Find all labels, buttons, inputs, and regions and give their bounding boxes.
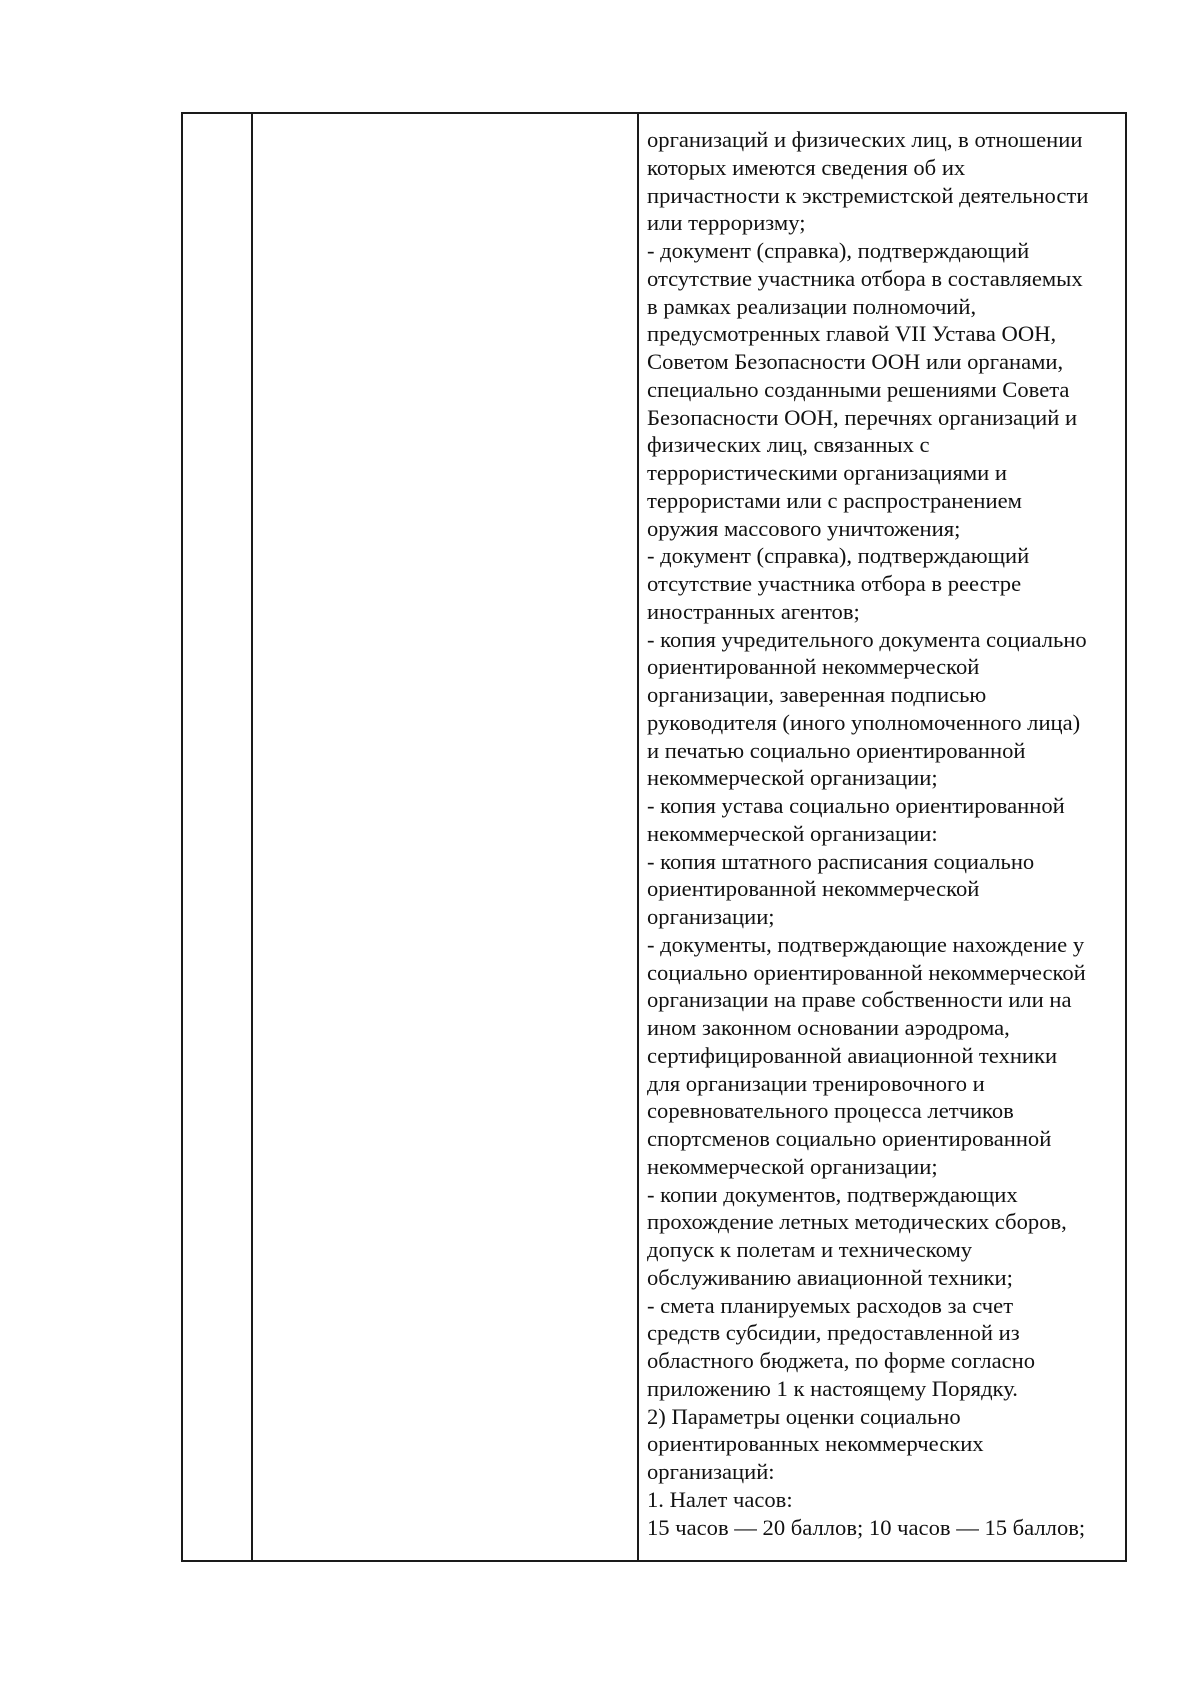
document-table	[181, 112, 1127, 1562]
description-line: и печатью социально ориентированной	[647, 737, 1026, 763]
description-line: сертифицированной авиационной техники	[647, 1042, 1058, 1068]
description-line: прохождение летных методических сборов,	[647, 1209, 1067, 1235]
description-line: социально ориентированной некоммерческой	[647, 959, 1086, 985]
description-line: некоммерческой организации;	[647, 765, 938, 791]
description-line: специально созданными решениями Совета	[647, 376, 1070, 402]
description-line: - документ (справка), подтверждающий	[647, 238, 1030, 263]
description-line: - смета планируемых расходов за счет	[647, 1292, 1014, 1318]
description-line: ориентированных некоммерческих	[647, 1431, 984, 1457]
description-line: организаций и физических лиц, в отношении	[647, 127, 1083, 152]
description-line: Советом Безопасности ООН или органами,	[647, 349, 1064, 374]
description-line: иностранных агентов;	[647, 598, 860, 624]
description-line: 15 часов — 20 баллов; 10 часов — 15 баллов;	[647, 1514, 1086, 1540]
description-line: 2) Параметры оценки социально	[647, 1403, 961, 1429]
description-line: организации;	[647, 904, 775, 929]
description-line: областного бюджета, по форме согласно	[647, 1348, 1036, 1373]
description-text	[639, 114, 1125, 1541]
description-line: обслуживанию авиационной техники;	[647, 1264, 1013, 1290]
description-line: - копия устава социально ориентированной	[647, 793, 1065, 818]
number-cell	[182, 113, 252, 1561]
description-line: физических лиц, связанных с	[647, 432, 930, 458]
description-line: средств субсидии, предоставленной из	[647, 1320, 1020, 1346]
description-line: ориентированной некоммерческой	[647, 654, 980, 680]
description-line: оружия массового уничтожения;	[647, 515, 961, 541]
description-line: - копии документов, подтверждающих	[647, 1181, 1018, 1207]
description-line: - документы, подтверждающие нахождение у	[647, 931, 1085, 957]
description-line: допуск к полетам и техническому	[647, 1237, 973, 1262]
description-line: Безопасности ООН, перечнях организаций и	[647, 404, 1078, 430]
description-line: для организации тренировочного и	[647, 1070, 985, 1096]
description-line: в рамках реализации полномочий,	[647, 293, 977, 319]
description-cell	[638, 113, 1126, 1561]
description-line: ином законном основании аэродрома,	[647, 1015, 1010, 1040]
description-line: организации на праве собственности или на	[647, 987, 1072, 1013]
description-line: причастности к экстремистской деятельности	[647, 182, 1089, 208]
description-line: отсутствие участника отбора в составляемых	[647, 265, 1083, 291]
description-line: спортсменов социально ориентированной	[647, 1126, 1052, 1151]
description-line: или терроризму;	[647, 210, 806, 236]
description-line: приложению 1 к настоящему Порядку.	[647, 1375, 1018, 1401]
description-line: руководителя (иного уполномоченного лица)	[647, 709, 1081, 735]
description-line: террористами или с распространением	[647, 487, 1022, 513]
description-line: организации, заверенная подписью	[647, 682, 987, 707]
description-line: соревновательного процесса летчиков	[647, 1098, 1014, 1124]
description-line: ориентированной некоммерческой	[647, 876, 980, 902]
description-line: некоммерческой организации:	[647, 820, 938, 846]
name-cell	[252, 113, 638, 1561]
description-line: - копия учредительного документа социально	[647, 626, 1087, 652]
description-line: - копия штатного расписания социально	[647, 848, 1035, 874]
description-line: отсутствие участника отбора в реестре	[647, 571, 1022, 596]
description-line: организаций:	[647, 1459, 775, 1484]
description-line: - документ (справка), подтверждающий	[647, 543, 1030, 569]
description-line: предусмотренных главой VII Устава ООН,	[647, 321, 1057, 347]
description-line: террористическими организациями и	[647, 460, 1007, 485]
description-line: некоммерческой организации;	[647, 1153, 938, 1179]
description-line: 1. Налет часов:	[647, 1486, 793, 1512]
table-row	[182, 113, 1126, 1561]
description-line: которых имеются сведения об их	[647, 154, 966, 180]
